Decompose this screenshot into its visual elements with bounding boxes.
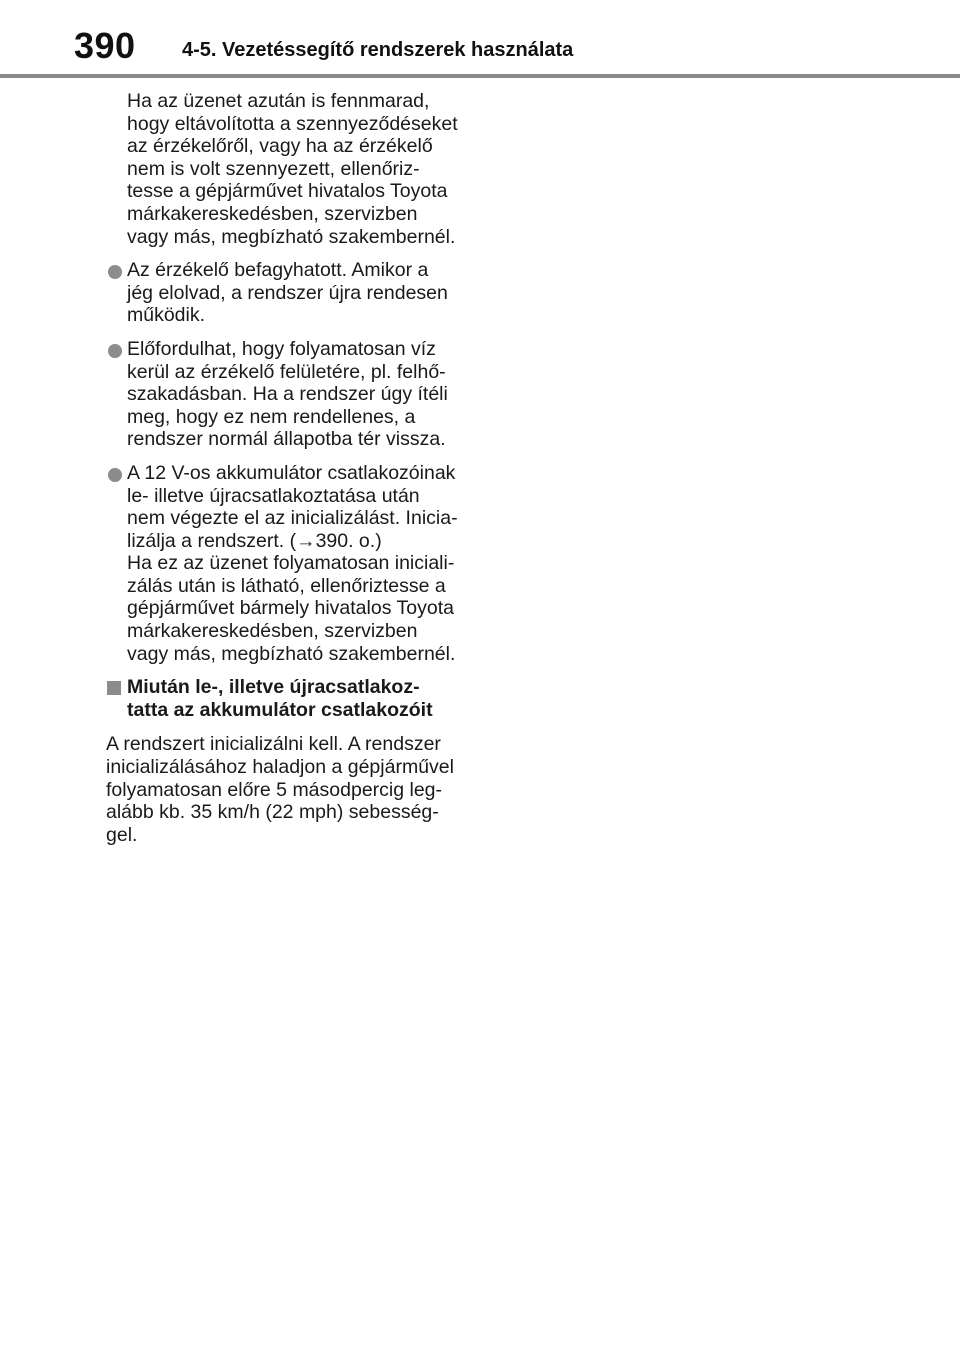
text-line: zálás után is látható, ellenőriztesse a [127, 574, 446, 597]
text-line: A rendszert inicializálni kell. A rendszer [106, 733, 441, 756]
text-line: márkakereskedésben, szervizben [127, 620, 418, 643]
bullet-circle-icon [108, 468, 122, 482]
text-line: folyamatosan előre 5 másodpercig leg- [106, 778, 443, 801]
subheading [106, 676, 476, 721]
text-line: gépjárművet bármely hivatalos Toyota [127, 597, 454, 620]
text-line: kerül az érzékelő felületére, pl. felhő- [127, 360, 446, 383]
text-line: Ha az üzenet azután is fennmarad, [127, 90, 430, 112]
text-line: le- illetve újracsatlakoztatása után [127, 484, 420, 507]
page-header [0, 0, 960, 80]
text-line: meg, hogy ez nem rendellenes, a [127, 405, 416, 428]
text-line: inicializálásához haladjon a gépjárművel [106, 756, 454, 779]
bullet-circle-icon [108, 344, 122, 358]
text-line: szakadásban. Ha a rendszer úgy ítéli [127, 383, 448, 406]
text-line: Az érzékelő befagyhatott. Amikor a [127, 259, 429, 282]
text-line: az érzékelőről, vagy ha az érzékelő [127, 135, 433, 158]
text-line: gel. [106, 823, 138, 846]
text-line: Ha ez az üzenet folyamatosan iniciali- [127, 552, 455, 575]
text-line: nem végezte el az inicializálást. Inicia- [127, 507, 458, 530]
text-line: rendszer normál állapotba tér vissza. [127, 428, 446, 451]
section-title: 4-5. Vezetéssegítő rendszerek használata [182, 39, 574, 61]
body-paragraph [106, 733, 476, 846]
page-content [106, 90, 476, 846]
text-line: tesse a gépjárművet hivatalos Toyota [127, 180, 448, 203]
bullet-item [106, 259, 476, 327]
text-line: jég elolvad, a rendszer újra rendesen [127, 281, 448, 304]
text-line: alább kb. 35 km/h (22 mph) sebesség- [106, 801, 439, 824]
header-divider [0, 74, 960, 78]
intro-paragraph [106, 90, 476, 248]
square-bullet-icon [107, 681, 121, 695]
page-number: 390 [74, 25, 136, 66]
bullet-circle-icon [108, 265, 122, 279]
bullet-item [106, 338, 476, 451]
text-line: nem is volt szennyezett, ellenőriz- [127, 157, 420, 180]
text-line: A 12 V-os akkumulátor csatlakozóinak [127, 461, 456, 484]
text-line: vagy más, megbízható szakembernél. [127, 225, 456, 248]
bullet-item [106, 462, 476, 665]
subheading-line: tatta az akkumulátor csatlakozóit [127, 698, 433, 721]
subheading-line: Miután le-, illetve újracsatlakoz- [127, 676, 420, 699]
text-line: vagy más, megbízható szakembernél. [127, 642, 456, 665]
text-line: működik. [127, 304, 206, 327]
text-line: hogy eltávolította a szennyeződéseket [127, 112, 458, 135]
text-line: márkakereskedésben, szervizben [127, 202, 418, 225]
page-reference-line[interactable]: lizálja a rendszert. (→390. o.) [127, 529, 382, 552]
text-line: Előfordulhat, hogy folyamatosan víz [127, 337, 436, 360]
